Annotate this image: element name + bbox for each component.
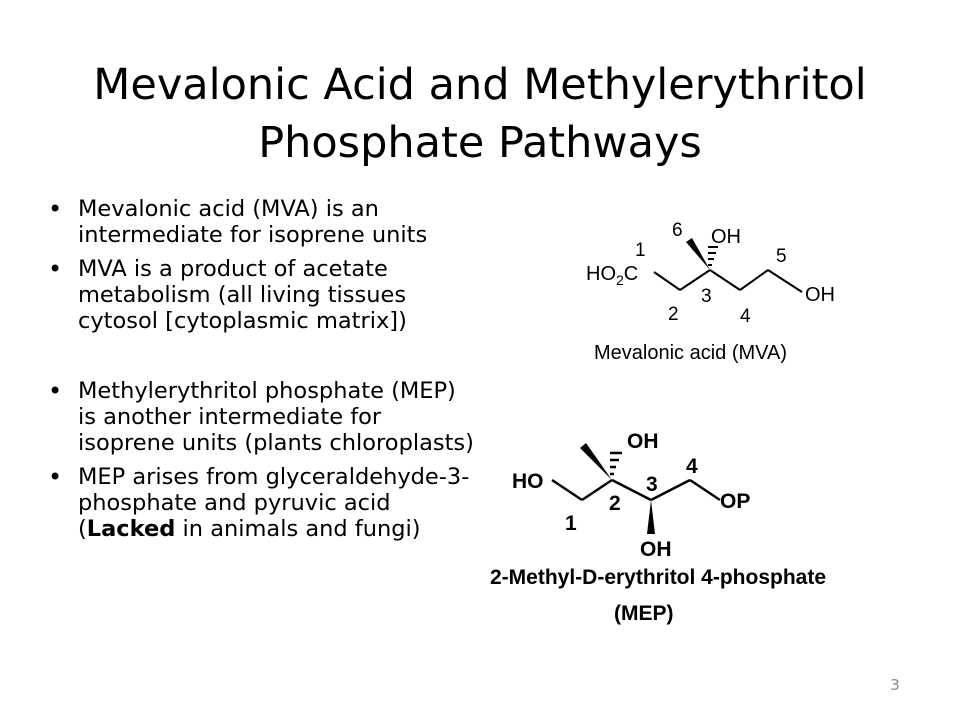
mva-num-5: 5 — [776, 246, 787, 267]
mep-ho-left: HO — [512, 470, 544, 493]
mva-caption: Mevalonic acid (MVA) — [594, 342, 788, 364]
mva-hash-oh — [708, 247, 718, 265]
bullet-mep-origin: • MEP arises from glyceraldehyde-3-phosphate and pyruvic acid (Lacked in animals and fungi) — [48, 464, 478, 542]
mva-bond-c4-c5 — [740, 270, 768, 290]
mep-bond-c4-op — [690, 480, 720, 500]
mva-oh-right: OH — [805, 284, 835, 306]
mep-bond-c1-c2 — [582, 480, 612, 500]
mep-num-3: 3 — [646, 473, 658, 496]
mva-bond-c1-c2 — [654, 272, 680, 290]
bullet-mep-intermediate: • Methylerythritol phosphate (MEP) is another intermediate for isoprene units (plants chloroplasts) — [48, 378, 478, 456]
mep-oh-top: OH — [627, 430, 659, 453]
chemical-structures — [470, 200, 940, 650]
bullet-mva-product: • MVA is a product of acetate metabolism (all living tissues cytosol [cytoplasmic matrix]) — [48, 256, 478, 334]
mva-num-3: 3 — [701, 286, 712, 307]
bullet-list — [48, 196, 478, 542]
mep-caption-line-1: 2-Methyl-D-erythritol 4-phosphate — [490, 566, 827, 589]
mva-oh-top: OH — [711, 226, 741, 248]
mep-bond-ho-c1 — [552, 480, 582, 500]
mva-num-1: 1 — [635, 240, 646, 261]
mep-num-2: 2 — [609, 492, 621, 515]
slide-title — [40, 56, 920, 172]
mva-wedge-methyl — [686, 238, 710, 270]
mep-oh-bottom: OH — [640, 538, 672, 561]
title-line-2: Phosphate Pathways — [258, 118, 702, 168]
bullet-mva-intermediate: • Mevalonic acid (MVA) is an intermediate for isoprene units — [48, 196, 478, 248]
mva-group-left: $HO_2C$ — [586, 263, 639, 288]
mep-num-1: 1 — [565, 512, 577, 535]
mva-num-6: 6 — [672, 220, 683, 241]
mva-bond-c5-oh — [768, 270, 802, 292]
mep-num-4: 4 — [686, 455, 698, 478]
mep-caption-line-2: (MEP) — [614, 602, 674, 625]
mep-op-right: OP — [720, 490, 751, 513]
mep-wedge-oh-bottom — [647, 500, 655, 534]
mep-structure — [552, 480, 720, 500]
emphasis-lacked: Lacked — [86, 516, 176, 542]
mep-wedge-methyl — [580, 443, 612, 480]
mva-num-2: 2 — [668, 304, 679, 325]
page-number: 3 — [890, 676, 900, 694]
mep-hash-oh — [610, 453, 622, 474]
mva-num-4: 4 — [740, 306, 751, 327]
mva-structure — [654, 270, 802, 292]
mva-bond-c3-c4 — [710, 270, 740, 290]
title-line-1: Mevalonic Acid and Methylerythritol — [93, 60, 867, 110]
